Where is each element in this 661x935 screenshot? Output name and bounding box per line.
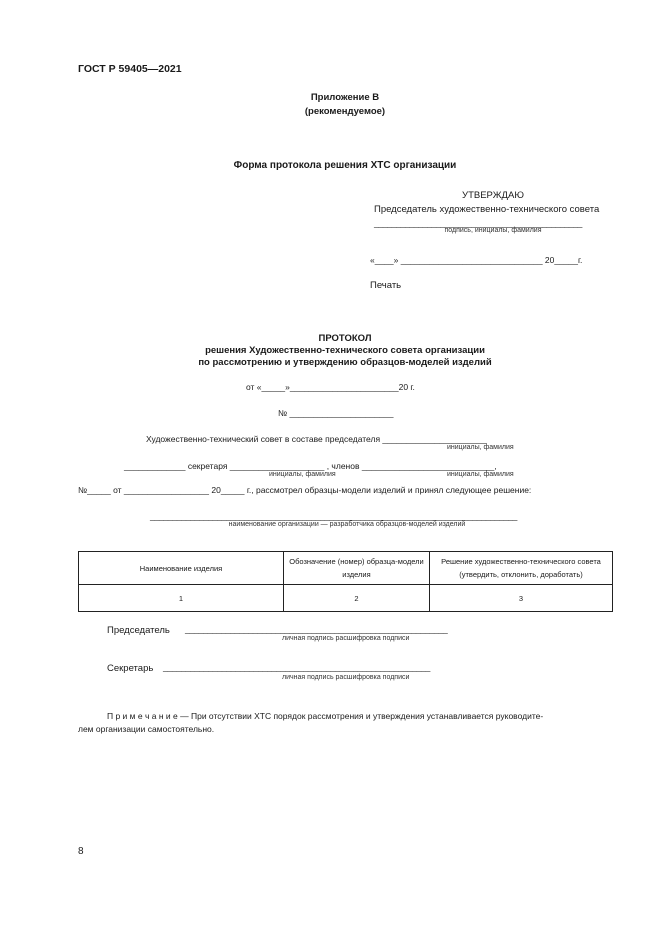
- protocol-line2: по рассмотрению и утверждению образцов-моделей изделий: [198, 357, 492, 368]
- approve-sign-caption: подпись, инициалы, фамилия: [444, 227, 542, 234]
- chair-label: Председатель: [107, 625, 170, 636]
- protocol-number: № ______________________: [278, 408, 394, 418]
- approve-position: Председатель художественно-технического совета: [374, 204, 600, 215]
- approve-heading: УТВЕРЖДАЮ: [462, 190, 524, 201]
- appendix-subtitle: (рекомендуемое): [304, 106, 386, 117]
- protocol-title: ПРОТОКОЛ: [318, 333, 372, 344]
- standard-code: ГОСТ Р 59405—2021: [78, 63, 182, 75]
- council-text: Художественно-технический совет в составе председателя ______________________: [146, 434, 487, 444]
- appendix-title: Приложение В: [310, 92, 380, 103]
- table-header-designation: Обозначение (номер) образца-модели изделия: [284, 552, 430, 585]
- table-cell-2: 2: [284, 585, 430, 612]
- table-header-name: Наименование изделия: [79, 552, 284, 585]
- decision-table: [78, 551, 613, 612]
- protocol-line1: решения Художественно-технического совета организации: [205, 345, 485, 356]
- table-header-decision: Решение художественно-технического совета (утвердить, отклонить, доработать): [430, 552, 613, 585]
- secretary-caption-2: инициалы, фамилия: [447, 471, 514, 478]
- table-header-row: [79, 552, 613, 585]
- approve-sign-line: _______________________________________________: [374, 218, 583, 228]
- secretary-text: _____________ секретаря ____________________ , членов ____________________________,: [124, 461, 497, 471]
- org-line: __________________________________________________________________________________: [150, 511, 518, 521]
- page-number: 8: [78, 846, 84, 857]
- table-cell-1: 1: [79, 585, 284, 612]
- note-label: П р и м е ч а н и е: [107, 711, 178, 721]
- note-line-1: [107, 711, 543, 721]
- table-row: [79, 585, 613, 612]
- secretary-caption-1: инициалы, фамилия: [269, 471, 336, 478]
- council-caption: инициалы, фамилия: [447, 444, 514, 451]
- seal-label: Печать: [370, 280, 402, 291]
- form-title: Форма протокола решения ХТС организации: [233, 160, 457, 171]
- protocol-date: от «_____»_______________________20 г.: [246, 382, 415, 392]
- note-text-2: лем организации самостоятельно.: [78, 724, 215, 734]
- chair-caption: личная подпись расшифровка подписи: [282, 635, 410, 642]
- secretary-label: Секретарь: [107, 663, 154, 674]
- table-cell-3: 3: [430, 585, 613, 612]
- org-caption: наименование организации — разработчика образцов-моделей изделий: [228, 521, 466, 528]
- secretary-sign-line: ___________________________________________________________: [163, 662, 431, 672]
- chair-sign-line: __________________________________________________________: [185, 624, 448, 634]
- approve-date-line: «____» ______________________________ 20_____г.: [370, 255, 583, 265]
- review-text: №_____ от __________________ 20_____ г., рассмотрел образцы-модели изделий и принял следующее решение:: [78, 485, 532, 495]
- note-text-1: — При отсутствии ХТС порядок рассмотрения и утверждения устанавливается руководите-: [180, 711, 544, 721]
- secretary-caption: личная подпись расшифровка подписи: [282, 674, 410, 681]
